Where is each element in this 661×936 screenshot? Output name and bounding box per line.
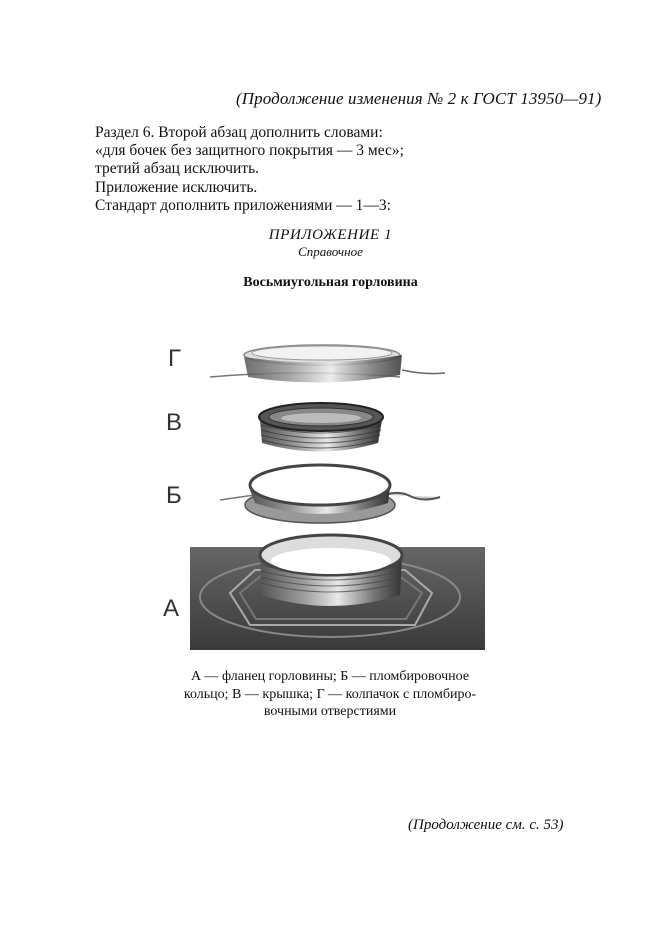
figure-caption — [170, 668, 490, 721]
appendix-title: ПРИЛОЖЕНИЕ 1 — [268, 227, 393, 243]
amendment-line: Стандарт дополнить приложениями — 1—3: — [95, 196, 391, 214]
label-sealing-ring: Б — [166, 482, 182, 509]
exploded-view-illustration — [150, 325, 500, 650]
octagonal-neck-figure — [150, 325, 500, 650]
amendment-line: Раздел 6. Второй абзац дополнить словами: — [95, 124, 383, 141]
part-neck-flange — [190, 535, 485, 650]
continuation-footer: (Продолжение см. с. 53) — [408, 817, 564, 833]
amendment-text — [95, 124, 404, 215]
part-cap — [210, 345, 445, 383]
appendix-subtitle: Справочное — [298, 244, 363, 259]
caption-line: вочными отверстиями — [263, 704, 397, 719]
label-lid: В — [166, 409, 183, 436]
amendment-line: «для бочек без защитного покрытия — 3 мес»; — [95, 142, 404, 160]
label-cap: Г — [168, 345, 181, 372]
caption-line: А — фланец горловины; Б — пломбировочное — [190, 669, 470, 684]
amendment-line: третий абзац исключить. — [95, 160, 260, 178]
continuation-header: (Продолжение изменения № 2 к ГОСТ 13950—91) — [236, 89, 602, 108]
amendment-line: Приложение исключить. — [95, 178, 258, 196]
label-neck-flange: А — [163, 595, 180, 622]
part-sealing-ring — [220, 465, 440, 523]
figure-title: Восьмиугольная горловина — [243, 275, 418, 290]
caption-line: кольцо; В — крышка; Г — колпачок с пломбиро- — [183, 686, 477, 702]
part-lid — [259, 403, 383, 452]
